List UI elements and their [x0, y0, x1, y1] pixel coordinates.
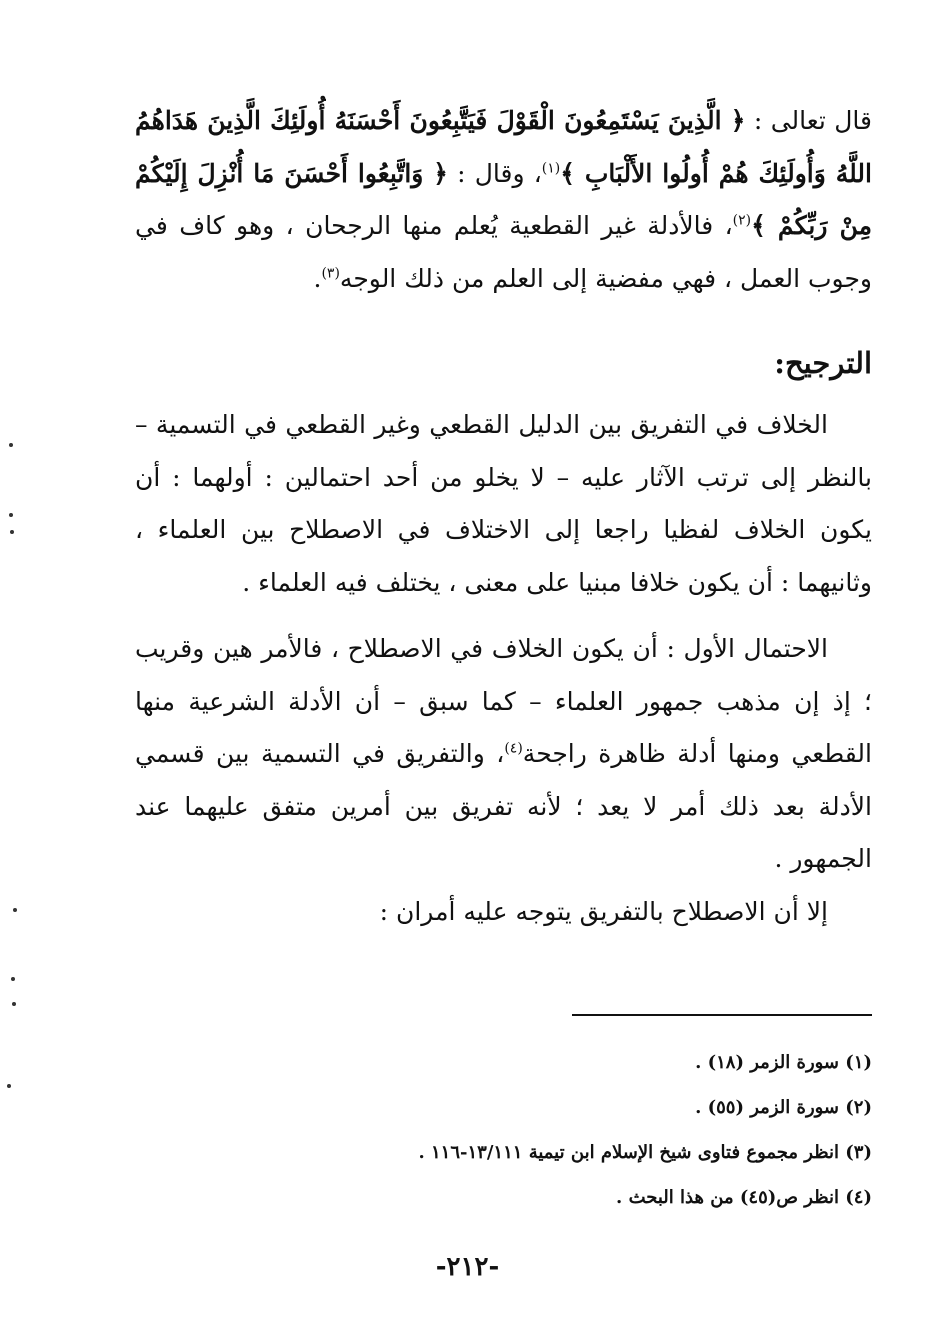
- section-heading: الترجيح:: [774, 346, 872, 380]
- page-number: -٢١٢-: [435, 1252, 500, 1282]
- period: .: [313, 263, 322, 293]
- scan-speck: [7, 1084, 11, 1088]
- footnote-ref-2[interactable]: (٢): [732, 212, 752, 229]
- footnote-3: (٣) انظر مجموع فتاوى شيخ الإسلام ابن تيمية ١٣/١١١-١١٦ .: [418, 1142, 872, 1163]
- scan-speck: [9, 513, 13, 517]
- footnote-ref-1[interactable]: (١): [541, 160, 561, 177]
- first-possibility-text: الاحتمال الأول : أن يكون الخلاف في الاصطلاح ، فالأمر هين وقريب ؛ إذ إن مذهب جمهور العلماء – كما سبق – أن الأدلة الشرعية منها القطعي ومنها أدلة ظاهرة راجحة: [135, 634, 872, 768]
- scan-speck: [9, 443, 13, 447]
- footnote-separator: [572, 1014, 872, 1016]
- footnote-4: (٤) انظر ص(٤٥) من هذا البحث .: [616, 1187, 872, 1208]
- scan-speck: [13, 908, 17, 912]
- quran-verse-1: ﴿ الَّذِينَ يَسْتَمِعُونَ الْقَوْلَ فَيَتَّبِعُونَ أَحْسَنَهُ أُولَئِكَ الَّذِينَ هَدَاهُمُ اللَّهُ وَأُولَئِكَ هُمْ أُولُوا الأَلْبَابِ ﴾: [135, 106, 872, 188]
- body-text: [135, 95, 872, 938]
- paragraph-quote: [135, 95, 872, 305]
- first-possibility-continued: ، والتفريق في التسمية بين قسمي الأدلة بعد ذلك أمر لا يعد ؛ لأنه تفريق بين أمرين متفق عليهما عند الجمهور .: [135, 739, 872, 873]
- footnote-1: (١) سورة الزمر (١٨) .: [695, 1052, 872, 1073]
- paragraph-disagreement: الخلاف في التفريق بين الدليل القطعي وغير القطعي في التسمية – بالنظر إلى ترتب الآثار عليه – لا يخلو من أحد احتمالين : أولهما : أن يكون الخلاف لفظيا راجعا إلى الاختلاف في الاصطلاح بين العلماء ، وثانيهما : أن يكون خلافا مبنيا على معنى ، يختلف فيه العلماء .: [135, 410, 872, 597]
- footnote-ref-3[interactable]: (٣): [321, 265, 340, 282]
- scan-speck: [11, 977, 15, 981]
- intro-text: قال تعالى :: [745, 106, 872, 135]
- quran-verse-2: ﴿ وَاتَّبِعُوا أَحْسَنَ مَا أُنْزِلَ إِلَيْكُمْ مِنْ رَبِّكُمْ ﴾: [135, 158, 872, 240]
- scan-speck: [12, 1002, 16, 1006]
- footnote-ref-4[interactable]: (٤): [504, 740, 523, 757]
- connector-text: ، وقال :: [447, 158, 542, 188]
- footnotes: [135, 1040, 872, 1220]
- explanation-text: ، فالأدلة غير القطعية يُعلم منها الرجحان ، وهو كاف في وجوب العمل ، فهي مفضية إلى العلم من ذلك الوجه: [135, 211, 872, 293]
- paragraph-two-matters: إلا أن الاصطلاح بالتفريق يتوجه عليه أمران :: [379, 896, 828, 926]
- paragraph-first-possibility: [135, 623, 872, 886]
- footnote-2: (٢) سورة الزمر (٥٥) .: [695, 1097, 872, 1118]
- scan-speck: [10, 530, 14, 534]
